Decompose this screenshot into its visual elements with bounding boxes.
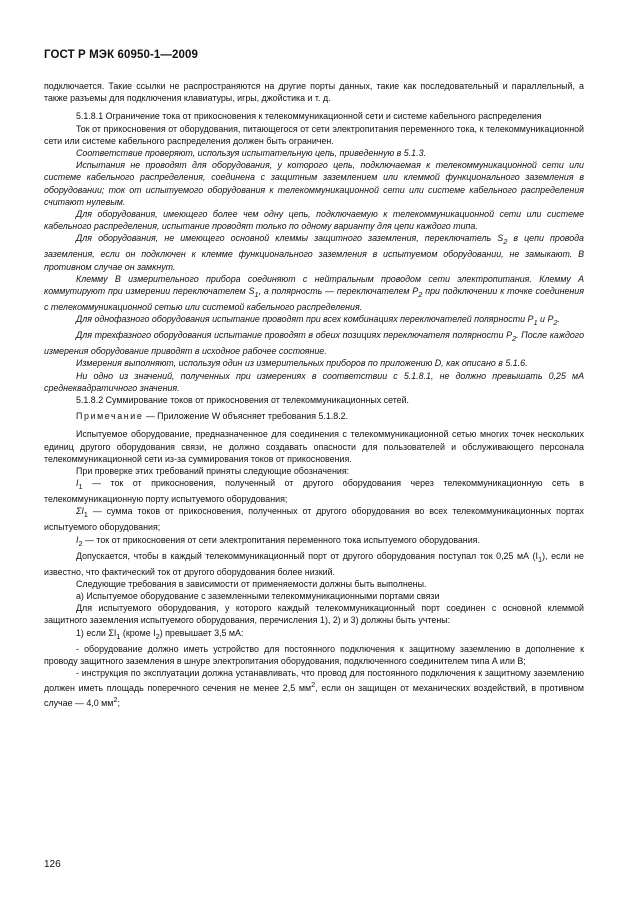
section-heading: 5.1.8.2 Суммирование токов от прикосновения от телекоммуникационных сетей.: [76, 395, 410, 405]
document-body: [44, 80, 584, 710]
subscript: 1: [537, 554, 543, 564]
section-heading: 5.1.8.1 Ограничение тока от прикосновения к телекоммуникационной сети и системе кабельного распределения: [76, 111, 542, 122]
text: Для однофазного оборудования испытание проводят при всех комбинациях переключателей полярности P: [76, 314, 534, 325]
paragraph: Ни одно из значений, полученных при измерениях в соответствии с 5.1.8.1, не должно превышать 0,25 мА среднеквадратичного значения.: [44, 370, 584, 393]
page-header: ГОСТ Р МЭК 60950-1—2009: [44, 49, 198, 61]
subscript: 1: [78, 482, 83, 491]
subscript: 2: [503, 237, 508, 247]
subscript: 2: [418, 289, 423, 299]
text: — ток от прикосновения, полученный от другого оборудования через телекоммуникационную сеть в телекоммуникационную порту испытуемого оборудования;: [44, 478, 584, 505]
note: [44, 410, 584, 422]
list-item: [44, 667, 584, 710]
text: — Приложение W объясняет требования 5.1.8.2.: [143, 411, 349, 422]
paragraph: При проверке этих требований приняты следующие обозначения:: [76, 466, 350, 477]
text: .: [557, 314, 560, 325]
paragraph: Для испытуемого оборудования, у которого каждый телекоммуникационный порт соединен с основной клеммой защитного заземления испытуемого оборудования, перечисления 1), 2) и 3) должны быть учтены:: [44, 603, 584, 626]
paragraph: Измерения выполняют, используя один из измерительных приборов по приложению D, как описано в 5.1.6.: [76, 358, 528, 369]
paragraph: [44, 273, 584, 313]
text: Клемму B измерительного прибора соединяют с нейтральным проводом сети электропитания. Клемму A коммутируют при измерении переключателем S: [44, 273, 584, 297]
text: ), если не известно, что фактический ток от другого оборудования более низкий.: [44, 550, 584, 577]
superscript: 2: [113, 695, 118, 705]
definition: [44, 534, 584, 550]
paragraph: [44, 550, 584, 578]
symbol: I: [76, 534, 79, 545]
list-item: [44, 627, 584, 643]
text: Для оборудования, не имеющего основной клеммы защитного заземления, переключатель S: [76, 233, 504, 244]
text: - инструкция по эксплуатации должна устанавливать, что провод для постоянного подключения к защитному заземлению должен иметь площадь поперечного сечения не менее 2,5 мм: [44, 667, 584, 694]
text: — сумма токов от прикосновения, полученных от другого оборудования во всех телекоммуникационных портах испытуемого оборудования;: [44, 506, 584, 533]
paragraph: [44, 232, 584, 272]
text: ;: [117, 698, 120, 709]
paragraph: Ток от прикосновения от оборудования, питающегося от сети электропитания переменного тока, к телекоммуникационной сети или системе кабельного распределения должен быть ограничен.: [44, 123, 584, 146]
paragraph: [44, 313, 584, 329]
definition: [44, 477, 584, 505]
text: ) превышает 3,5 мА:: [159, 627, 244, 638]
paragraph: Соответствие проверяют, используя испытательную цепь, приведенную в 5.1.3.: [76, 148, 426, 159]
text: и P: [537, 314, 554, 325]
definition: [44, 505, 584, 533]
text: 1) если ΣI: [76, 627, 117, 638]
text: при подключении к точке соединения с телекоммуникационной сетью или системой кабельного распределения.: [44, 286, 584, 313]
text: , если он защищен от механических воздействий, в противном случае — 4,0 мм: [44, 683, 584, 709]
subscript: 2: [553, 318, 558, 327]
text: Для трехфазного оборудования испытание проводят в обеих позициях переключателя полярности P: [76, 330, 512, 341]
list-heading: а) Испытуемое оборудование с заземленными телекоммуникационными портами связи: [76, 590, 440, 601]
paragraph: [44, 329, 584, 357]
page-number: 126: [44, 859, 61, 870]
text: в цепи провода заземления, если он подключен к клемме функционального заземления в испытуемом оборудовании, не замыкают. В противном случае он замкнут.: [44, 233, 584, 272]
subscript: 1: [116, 631, 121, 641]
text: Допускается, чтобы в каждый телекоммуникационный порт от другого оборудования поступал ток 0,25 мА (I: [76, 550, 538, 561]
symbol: I: [76, 478, 79, 489]
text: . После каждого измерения оборудование приводят в исходное рабочее состояние.: [44, 330, 584, 357]
subscript: 1: [83, 510, 88, 520]
subscript: 2: [512, 333, 517, 343]
text: — ток от прикосновения от сети электропитания переменного тока испытуемого оборудования.: [82, 534, 480, 545]
subscript: 2: [155, 631, 160, 641]
paragraph: Испытания не проводят для оборудования, у которого цепь, подключаемая к телекоммуникационной сети или системе кабельного распределения, соединена с защитным заземлением или клеммой функционального заземления в оборудовании; ток от испытуемого оборудования к телекоммуникационной сети или системе кабельного распределения считают нулевым.: [44, 160, 584, 207]
paragraph: Следующие требования в зависимости от применяемости должны быть выполнены.: [76, 578, 427, 589]
paragraph: Испытуемое оборудование, предназначенное для соединения с телекоммуникационной сетью многих точек нескольких единиц другого оборудования связи, не должно создавать опасности для пользователей и обслуживающего персонала телекоммуникационной сети из-за суммирования токов от прикосновения.: [44, 429, 584, 464]
text: (кроме I: [120, 627, 156, 638]
list-item: - оборудование должно иметь устройство для постоянного подключения к защитному заземлению в дополнение к проводу защитного заземления в шнуре электропитания оборудования, подключенного соединителем типа A или B;: [44, 643, 584, 666]
subscript: 1: [533, 318, 538, 327]
note-label: Примечание: [76, 411, 144, 422]
paragraph: Для оборудования, имеющего более чем одну цепь, подключаемую к телекоммуникационной сети или системе кабельного распределения, испытание проводят только по одному варианту для цепи каждого типа.: [44, 209, 584, 232]
text: , а полярность — переключателем P: [258, 286, 419, 297]
superscript: 2: [311, 680, 316, 690]
subscript: 2: [78, 538, 83, 548]
symbol: ΣI: [76, 506, 84, 517]
subscript: 1: [254, 289, 259, 299]
paragraph: подключается. Такие ссылки не распространяются на другие порты данных, такие как последовательный и параллельный, а также разъемы для подключения клавиатуры, игры, джойстика и т. д.: [44, 81, 584, 104]
